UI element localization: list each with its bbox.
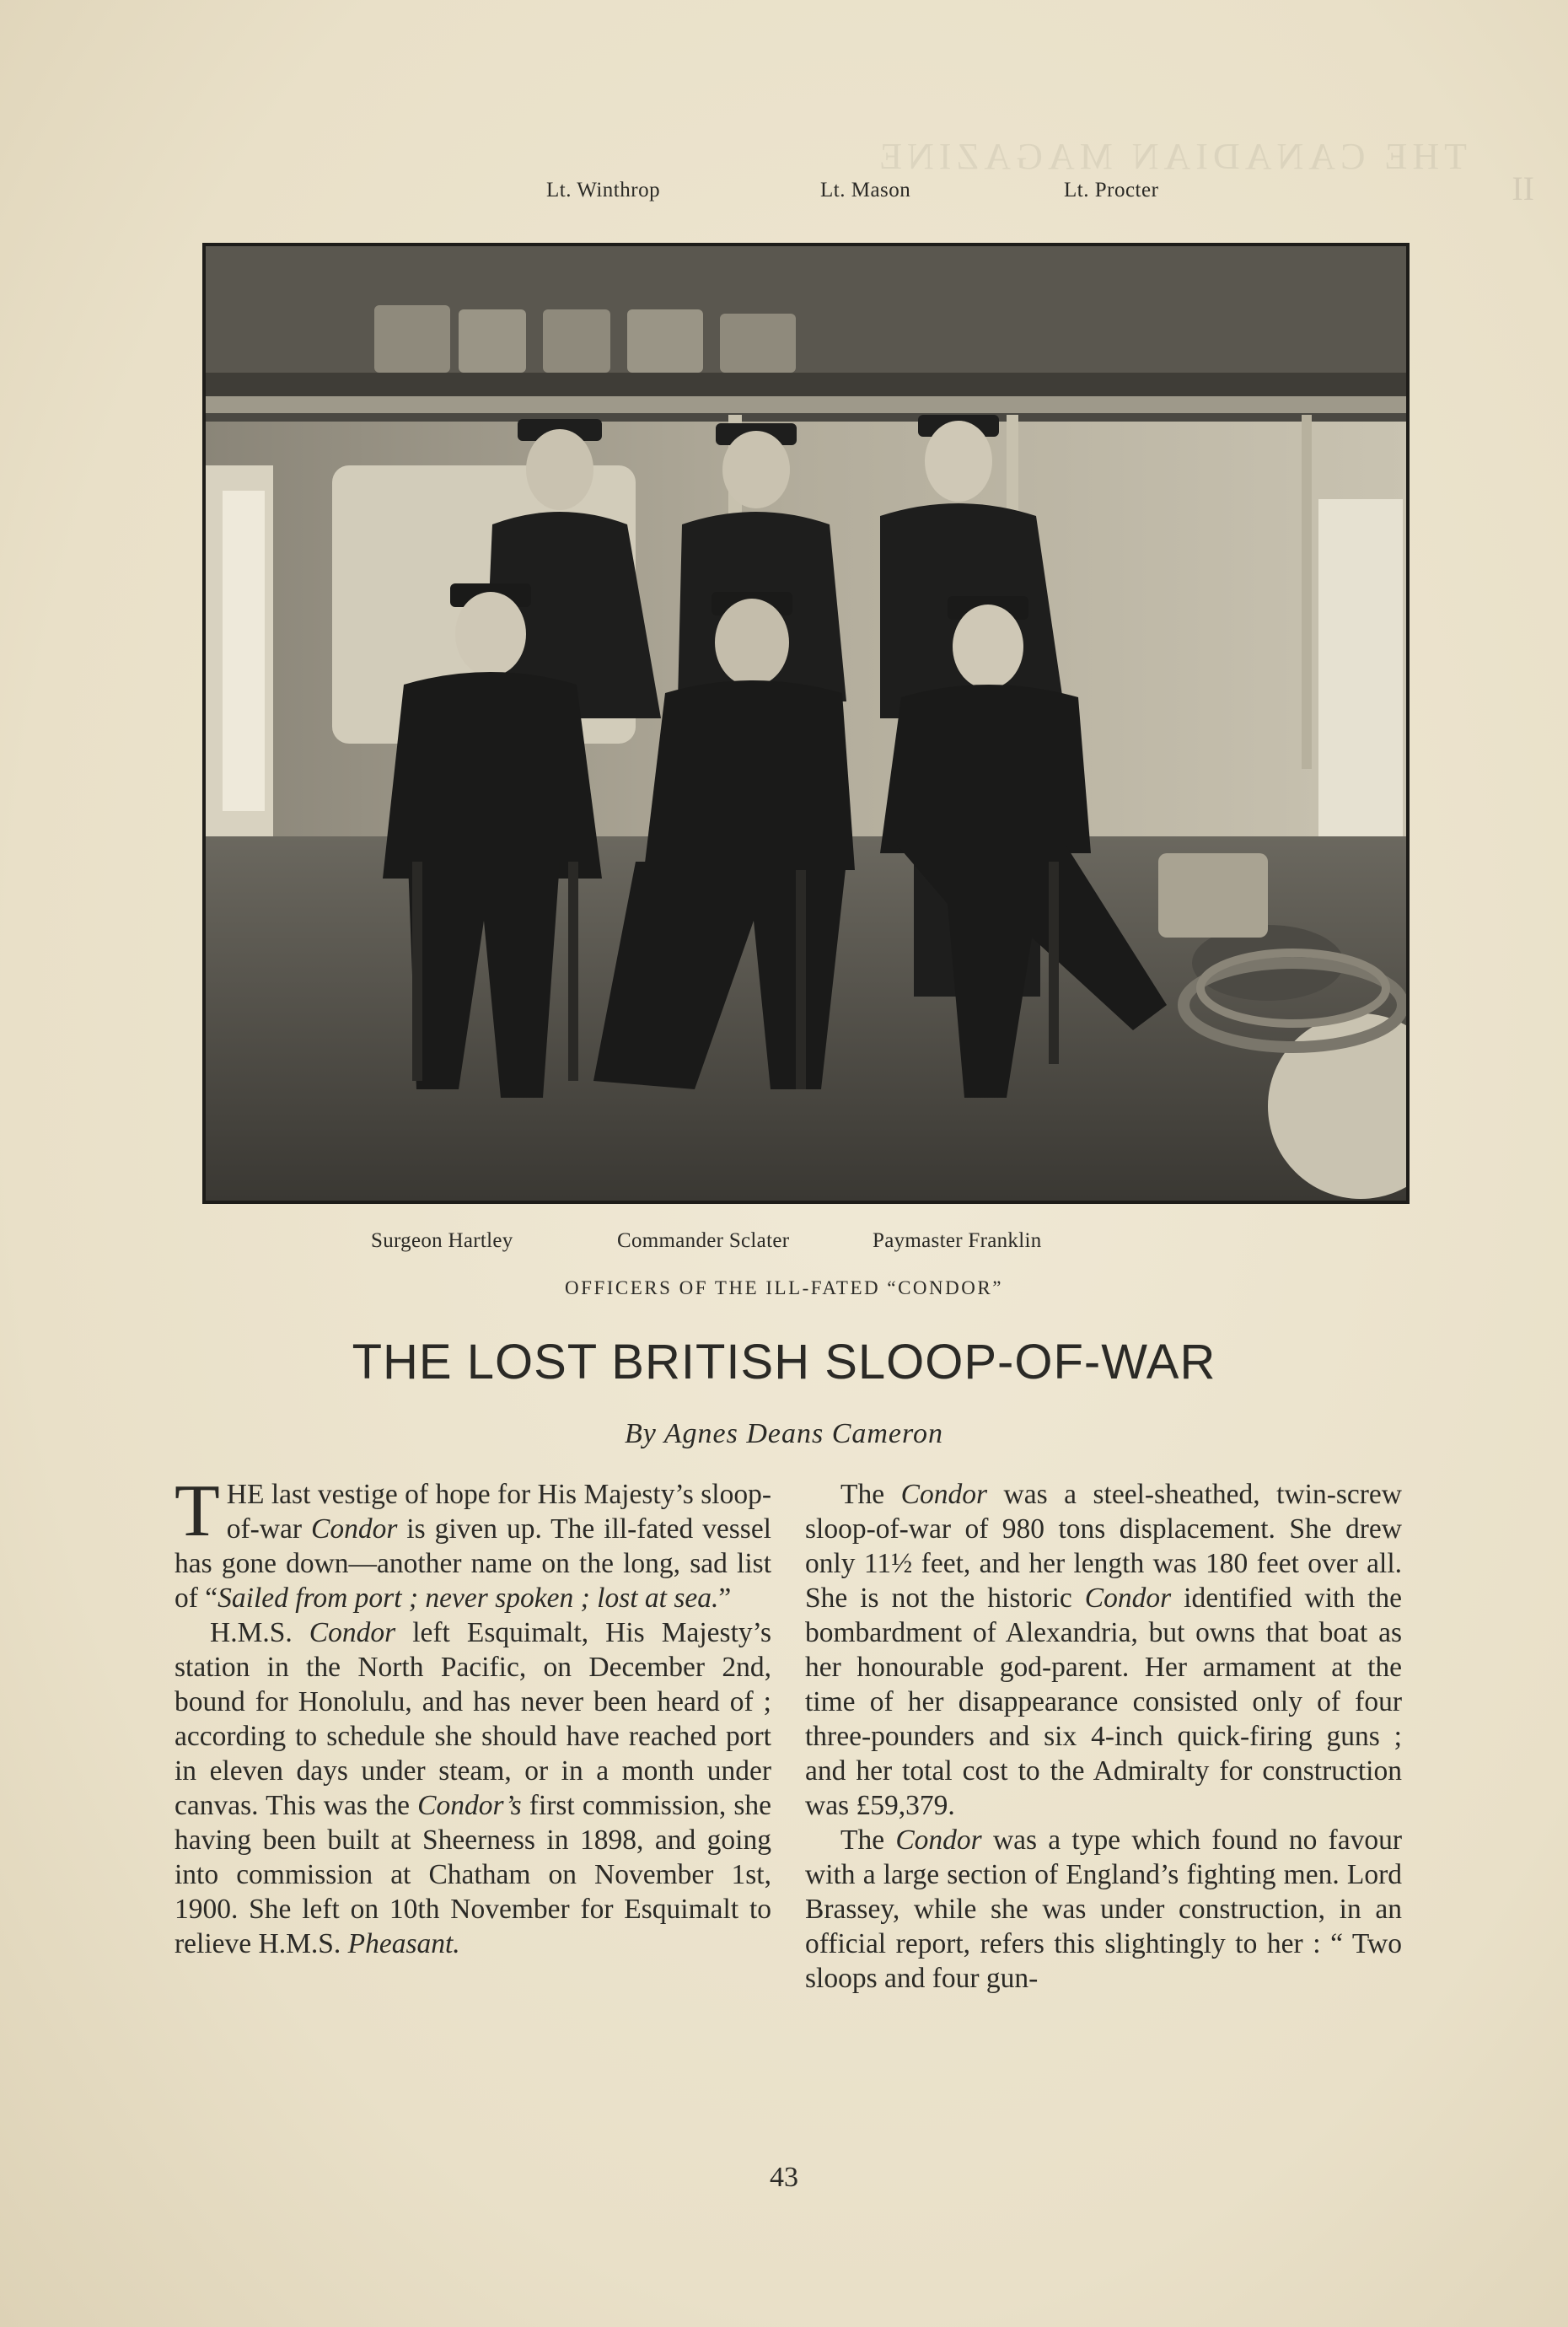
text-run: was a type which found no favour with a large section of England’s fighting men. Lord Brassey, while she was under construction, in an official report, refers this slightingly to her : “ Two sloops and four gun- <box>805 1825 1402 1994</box>
photo-top-labels <box>0 179 1568 212</box>
article-byline: By Agnes Deans Cameron <box>624 1418 943 1449</box>
text-run: is given up. The ill-fated vessel has gone down—another name on the long, sad list of “ <box>175 1513 771 1614</box>
page-number: 43 <box>770 2162 798 2193</box>
ship-name: Condor <box>895 1825 982 1856</box>
text-run: HE last vestige of hope for His Majesty’s sloop-of-war <box>226 1479 771 1545</box>
photo-illustration <box>206 246 1406 1201</box>
text-run: first commission, she having been built at Sheerness in 1898, and going into commission at Chatham on November 1st, 1900. She left on 10th November for Esquimalt to relieve H.M.S. <box>175 1790 772 1959</box>
label-commander-sclater: Commander Sclater <box>617 1229 790 1252</box>
text-run: H.M.S. <box>210 1617 309 1648</box>
paragraph-3 <box>805 1477 1402 1823</box>
ship-name: Condor <box>310 1513 398 1545</box>
ship-name: Condor <box>1084 1583 1172 1614</box>
label-lt-procter: Lt. Procter <box>1064 179 1159 202</box>
drop-cap: T <box>175 1470 220 1552</box>
label-surgeon-hartley: Surgeon Hartley <box>371 1229 513 1252</box>
article-column-right <box>805 1477 1402 1996</box>
ship-name: Condor’s <box>417 1790 522 1821</box>
quoted-phrase: Sailed from port ; never spoken ; lost at sea. <box>217 1583 719 1614</box>
ship-name: Condor <box>900 1479 987 1510</box>
show-through-text: THE CANADIAN MAGAZINE <box>874 136 1467 177</box>
text-run: was a steel-sheathed, twin-screw sloop-of-war of 980 tons displacement. She drew only 11½ feet, and her length was 180 feet over all. She is not the historic <box>805 1479 1402 1614</box>
text-run: ” <box>718 1583 732 1614</box>
paragraph-1 <box>175 1470 771 1615</box>
text-run: identified with the bombardment of Alexandria, but owns that boat as her honourable god-parent. Her armament at the time of her disappearance consisted only of four three-pounders and six 4-inch quick-firing guns ; and her total cost to the Admiralty for construction was £59,379. <box>805 1583 1403 1821</box>
label-paymaster-franklin: Paymaster Franklin <box>873 1229 1042 1252</box>
paragraph-2 <box>175 1615 771 1961</box>
text-run: The <box>840 1825 896 1856</box>
text-run: The <box>840 1479 901 1510</box>
photo-caption-title: OFFICERS OF THE ILL-FATED “CONDOR” <box>565 1277 1003 1298</box>
article-column-left <box>175 1470 772 1961</box>
show-through-number: II <box>1512 169 1534 207</box>
ship-name: Pheasant. <box>347 1928 460 1959</box>
officers-photograph <box>202 243 1410 1204</box>
article-headline: THE LOST BRITISH SLOOP-OF-WAR <box>352 1335 1216 1389</box>
ship-name: Condor <box>309 1617 396 1648</box>
label-lt-mason: Lt. Mason <box>820 179 911 202</box>
text-run: left Esquimalt, His Majesty’s station in the North Pacific, on December 2nd, bound for Honolulu, and has never been heard of ; according to schedule she should have reached port in eleven days under steam, or in a month under canvas. This was the <box>175 1617 771 1821</box>
paragraph-4 <box>805 1823 1402 1996</box>
label-lt-winthrop: Lt. Winthrop <box>546 179 661 202</box>
photo-bottom-labels <box>0 1229 1568 1263</box>
